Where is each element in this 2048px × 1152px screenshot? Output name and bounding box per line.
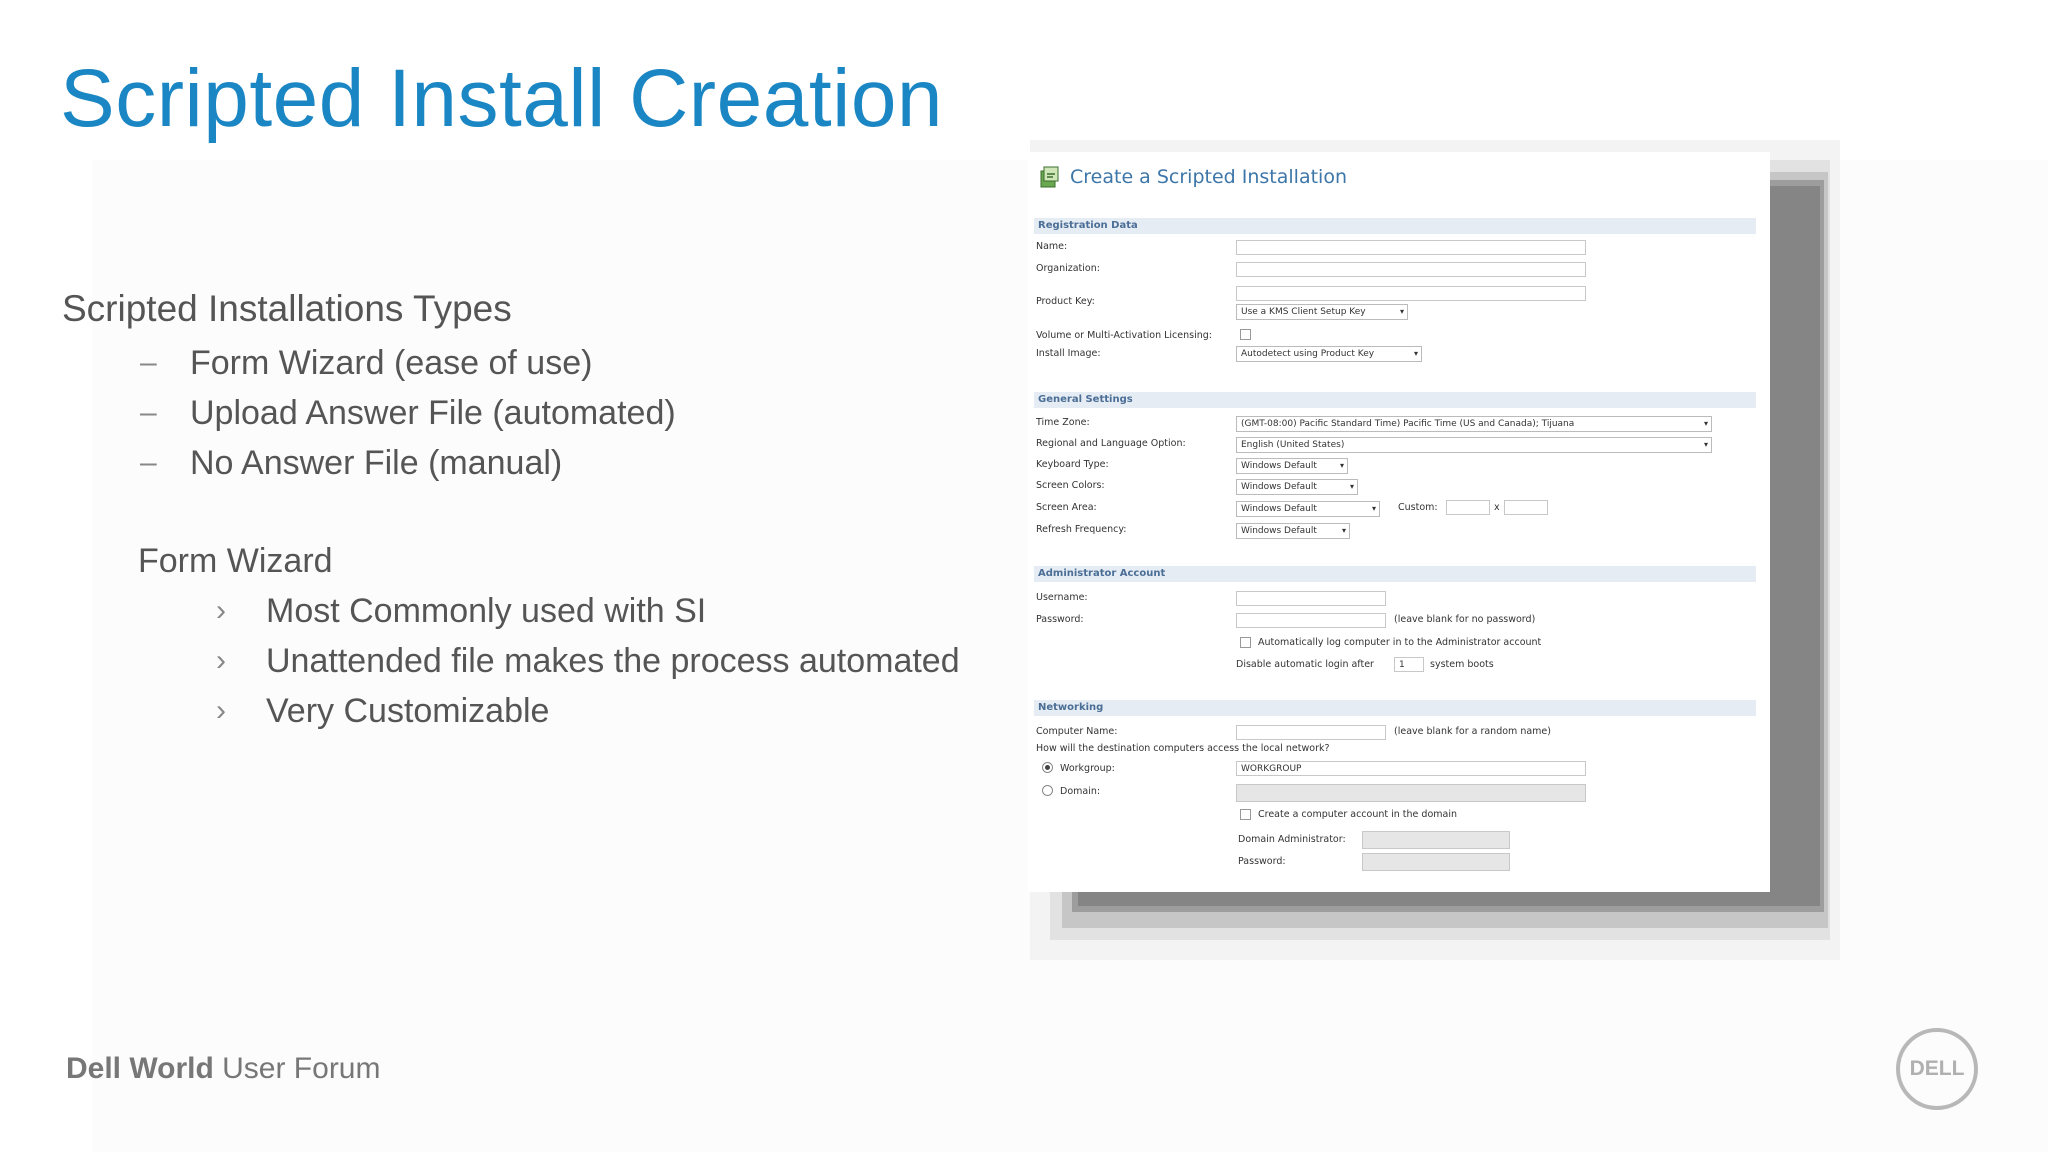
workgroup-value: WORKGROUP (1241, 764, 1302, 774)
install-package-icon (1038, 165, 1062, 189)
chevron-down-icon: ▾ (1703, 440, 1708, 449)
chevron-marker: › (216, 694, 226, 727)
domain-input[interactable] (1236, 784, 1586, 802)
chevron-down-icon: ▾ (1399, 307, 1404, 316)
dell-logo (1896, 1028, 1978, 1110)
username-label: Username: (1036, 592, 1088, 603)
chevron-marker: › (216, 644, 226, 677)
username-input[interactable] (1236, 591, 1386, 606)
chevron-marker: › (216, 594, 226, 627)
product-key-select[interactable] (1236, 304, 1408, 320)
dash-marker: – (140, 446, 157, 479)
regional-label: Regional and Language Option: (1036, 438, 1186, 449)
section-registration: Registration Data (1034, 218, 1756, 234)
domain-password-input[interactable] (1362, 853, 1510, 871)
screenshot-title: Create a Scripted Installation (1070, 166, 1347, 188)
screen-area-value: Windows Default (1241, 504, 1317, 514)
type-item: Upload Answer File (automated) (190, 394, 676, 432)
organization-input[interactable] (1236, 262, 1586, 277)
screenshot-header (1038, 162, 1347, 192)
auto-login-checkbox[interactable] (1240, 637, 1251, 648)
boot-count-input[interactable] (1394, 657, 1424, 672)
volume-label: Volume or Multi-Activation Licensing: (1036, 330, 1212, 341)
create-account-label: Create a computer account in the domain (1258, 809, 1457, 820)
screen-area-label: Screen Area: (1036, 502, 1097, 513)
disable-login-label: Disable automatic login after (1236, 659, 1374, 670)
chevron-down-icon: ▾ (1371, 504, 1376, 513)
time-zone-select[interactable] (1236, 416, 1712, 432)
workgroup-label: Workgroup: (1060, 763, 1115, 774)
feature-item: Unattended file makes the process automated (266, 642, 960, 680)
section-admin: Administrator Account (1034, 566, 1756, 582)
domain-label: Domain: (1060, 786, 1101, 797)
time-zone-value: (GMT-08:00) Pacific Standard Time) Pacific Time (US and Canada); Tijuana (1241, 419, 1575, 429)
auto-login-label: Automatically log computer in to the Administrator account (1258, 637, 1542, 648)
domain-password-label: Password: (1238, 856, 1286, 867)
dell-logo-text: DELL (1909, 1057, 1965, 1080)
workgroup-input[interactable] (1236, 761, 1586, 776)
keyboard-label: Keyboard Type: (1036, 459, 1109, 470)
password-hint: (leave blank for no password) (1394, 614, 1536, 625)
chevron-down-icon: ▾ (1413, 349, 1418, 358)
section-networking: Networking (1034, 700, 1756, 716)
type-item: No Answer File (manual) (190, 444, 563, 482)
computer-name-label: Computer Name: (1036, 726, 1118, 737)
dash-marker: – (140, 396, 157, 429)
feature-item: Very Customizable (266, 692, 550, 730)
domain-admin-label: Domain Administrator: (1238, 834, 1346, 845)
chevron-down-icon: ▾ (1341, 526, 1346, 535)
organization-label: Organization: (1036, 263, 1100, 274)
custom-height-input[interactable] (1504, 500, 1548, 515)
system-boots-label: system boots (1430, 659, 1494, 670)
chevron-down-icon: ▾ (1349, 482, 1354, 491)
install-image-value: Autodetect using Product Key (1241, 349, 1375, 359)
volume-checkbox[interactable] (1240, 329, 1251, 340)
workgroup-radio[interactable] (1042, 762, 1053, 773)
keyboard-value: Windows Default (1241, 461, 1317, 471)
regional-select[interactable] (1236, 437, 1712, 453)
product-key-value: Use a KMS Client Setup Key (1241, 307, 1366, 317)
footer-brand-name: Dell World (66, 1052, 214, 1085)
chevron-down-icon: ▾ (1703, 419, 1708, 428)
section-general: General Settings (1034, 392, 1756, 408)
type-item: Form Wizard (ease of use) (190, 344, 593, 382)
screen-colors-select[interactable] (1236, 479, 1358, 495)
domain-radio[interactable] (1042, 785, 1053, 796)
heading-types: Scripted Installations Types (62, 288, 512, 329)
network-question: How will the destination computers access the local network? (1036, 743, 1330, 754)
name-input[interactable] (1236, 240, 1586, 255)
slide-title: Scripted Install Creation (60, 53, 944, 144)
feature-item: Most Commonly used with SI (266, 592, 707, 630)
product-key-label: Product Key: (1036, 296, 1095, 307)
password-label: Password: (1036, 614, 1084, 625)
chevron-down-icon: ▾ (1339, 461, 1344, 470)
install-image-label: Install Image: (1036, 348, 1101, 359)
domain-admin-input[interactable] (1362, 831, 1510, 849)
computer-name-input[interactable] (1236, 725, 1386, 740)
screen-area-select[interactable] (1236, 501, 1380, 517)
install-image-select[interactable] (1236, 346, 1422, 362)
refresh-select[interactable] (1236, 523, 1350, 539)
regional-value: English (United States) (1241, 440, 1345, 450)
custom-label: Custom: (1398, 502, 1438, 513)
scripted-install-screenshot (1028, 152, 1770, 892)
time-zone-label: Time Zone: (1036, 417, 1090, 428)
footer-brand (66, 1052, 380, 1086)
custom-x-label: x (1494, 502, 1500, 513)
refresh-value: Windows Default (1241, 526, 1317, 536)
create-account-checkbox[interactable] (1240, 809, 1251, 820)
custom-width-input[interactable] (1446, 500, 1490, 515)
screen-colors-value: Windows Default (1241, 482, 1317, 492)
boot-count-value: 1 (1399, 660, 1405, 670)
screen-colors-label: Screen Colors: (1036, 480, 1105, 491)
footer-brand-suffix: User Forum (213, 1052, 381, 1085)
name-label: Name: (1036, 241, 1068, 252)
heading-form-wizard: Form Wizard (138, 542, 333, 580)
computer-name-hint: (leave blank for a random name) (1394, 726, 1551, 737)
password-input[interactable] (1236, 613, 1386, 628)
keyboard-select[interactable] (1236, 458, 1348, 474)
refresh-label: Refresh Frequency: (1036, 524, 1127, 535)
product-key-input[interactable] (1236, 286, 1586, 301)
dash-marker: – (140, 346, 157, 379)
